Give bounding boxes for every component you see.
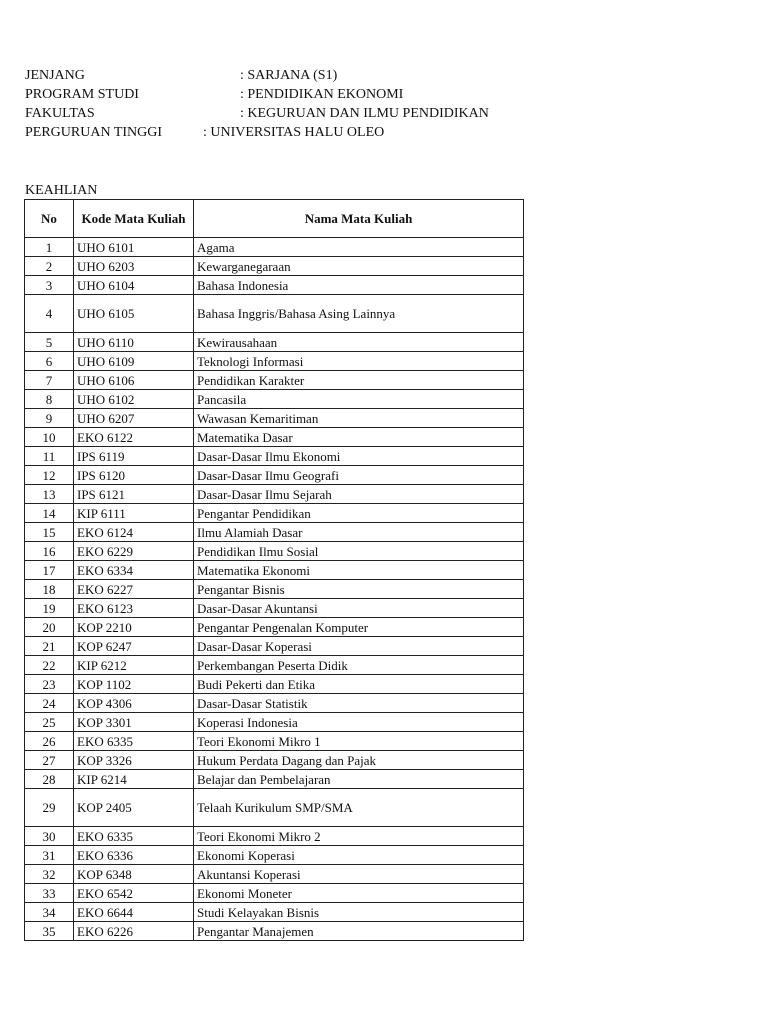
table-row [25, 922, 524, 941]
table-row [25, 580, 524, 599]
table-row [25, 276, 524, 295]
cell-course-code: KIP 6214 [74, 770, 194, 789]
cell-course-name: Wawasan Kemaritiman [194, 409, 524, 428]
cell-course-name: Kewirausahaan [194, 333, 524, 352]
cell-no: 18 [25, 580, 74, 599]
cell-course-name: Pengantar Pengenalan Komputer [194, 618, 524, 637]
cell-course-name: Matematika Dasar [194, 428, 524, 447]
table-row [25, 333, 524, 352]
table-row [25, 751, 524, 770]
cell-course-code: UHO 6110 [74, 333, 194, 352]
table-row [25, 599, 524, 618]
table-row [25, 713, 524, 732]
cell-course-code: EKO 6335 [74, 732, 194, 751]
cell-no: 27 [25, 751, 74, 770]
cell-course-name: Ekonomi Moneter [194, 884, 524, 903]
cell-course-name: Teori Ekonomi Mikro 2 [194, 827, 524, 846]
cell-no: 33 [25, 884, 74, 903]
table-row [25, 694, 524, 713]
header-value: : KEGURUAN DAN ILMU PENDIDIKAN [240, 106, 489, 121]
cell-no: 19 [25, 599, 74, 618]
cell-no: 34 [25, 903, 74, 922]
cell-course-code: KOP 6348 [74, 865, 194, 884]
cell-course-code: EKO 6123 [74, 599, 194, 618]
cell-no: 13 [25, 485, 74, 504]
cell-course-code: EKO 6229 [74, 542, 194, 561]
cell-no: 14 [25, 504, 74, 523]
table-row [25, 409, 524, 428]
cell-no: 21 [25, 637, 74, 656]
table-row [25, 542, 524, 561]
table-row [25, 238, 524, 257]
cell-no: 5 [25, 333, 74, 352]
table-row [25, 770, 524, 789]
cell-no: 26 [25, 732, 74, 751]
cell-course-code: KOP 3326 [74, 751, 194, 770]
cell-course-name: Perkembangan Peserta Didik [194, 656, 524, 675]
table-row [25, 295, 524, 333]
cell-no: 17 [25, 561, 74, 580]
cell-course-code: UHO 6203 [74, 257, 194, 276]
cell-course-code: EKO 6334 [74, 561, 194, 580]
table-row [25, 865, 524, 884]
table-row [25, 485, 524, 504]
cell-course-name: Dasar-Dasar Ilmu Ekonomi [194, 447, 524, 466]
cell-no: 16 [25, 542, 74, 561]
header-value: : PENDIDIKAN EKONOMI [240, 87, 404, 102]
cell-course-name: Kewarganegaraan [194, 257, 524, 276]
cell-course-name: Budi Pekerti dan Etika [194, 675, 524, 694]
cell-course-name: Dasar-Dasar Ilmu Geografi [194, 466, 524, 485]
cell-course-code: UHO 6101 [74, 238, 194, 257]
cell-no: 10 [25, 428, 74, 447]
cell-course-name: Pengantar Pendidikan [194, 504, 524, 523]
cell-no: 8 [25, 390, 74, 409]
cell-course-name: Ekonomi Koperasi [194, 846, 524, 865]
cell-course-name: Pengantar Manajemen [194, 922, 524, 941]
table-row [25, 903, 524, 922]
course-table [24, 199, 524, 941]
cell-no: 7 [25, 371, 74, 390]
table-row [25, 846, 524, 865]
cell-course-name: Dasar-Dasar Statistik [194, 694, 524, 713]
cell-course-name: Teori Ekonomi Mikro 1 [194, 732, 524, 751]
table-row [25, 523, 524, 542]
cell-course-code: KOP 6247 [74, 637, 194, 656]
cell-no: 12 [25, 466, 74, 485]
cell-course-name: Bahasa Indonesia [194, 276, 524, 295]
cell-course-code: UHO 6207 [74, 409, 194, 428]
cell-no: 9 [25, 409, 74, 428]
cell-course-code: EKO 6124 [74, 523, 194, 542]
table-row [25, 257, 524, 276]
cell-no: 31 [25, 846, 74, 865]
table-row [25, 789, 524, 827]
cell-course-code: IPS 6121 [74, 485, 194, 504]
column-header-kode: Kode Mata Kuliah [74, 200, 194, 238]
header-value: : UNIVERSITAS HALU OLEO [203, 125, 385, 140]
cell-course-name: Pancasila [194, 390, 524, 409]
cell-no: 2 [25, 257, 74, 276]
cell-course-name: Hukum Perdata Dagang dan Pajak [194, 751, 524, 770]
cell-course-code: UHO 6106 [74, 371, 194, 390]
table-header-row [25, 200, 524, 238]
cell-course-code: KOP 3301 [74, 713, 194, 732]
table-row [25, 618, 524, 637]
cell-course-name: Matematika Ekonomi [194, 561, 524, 580]
cell-no: 29 [25, 789, 74, 827]
cell-course-name: Pendidikan Karakter [194, 371, 524, 390]
course-table-body [25, 238, 524, 941]
cell-course-code: KOP 2405 [74, 789, 194, 827]
cell-no: 35 [25, 922, 74, 941]
cell-no: 11 [25, 447, 74, 466]
cell-no: 15 [25, 523, 74, 542]
table-row [25, 561, 524, 580]
cell-course-code: EKO 6122 [74, 428, 194, 447]
header-label: FAKULTAS [25, 106, 95, 121]
cell-course-code: UHO 6102 [74, 390, 194, 409]
cell-course-code: EKO 6227 [74, 580, 194, 599]
cell-course-code: KOP 4306 [74, 694, 194, 713]
table-row [25, 466, 524, 485]
cell-no: 32 [25, 865, 74, 884]
column-header-no: No [25, 200, 74, 238]
cell-course-name: Dasar-Dasar Akuntansi [194, 599, 524, 618]
header-label: JENJANG [25, 68, 85, 83]
section-label-keahlian: KEAHLIAN [25, 183, 98, 198]
cell-course-name: Dasar-Dasar Ilmu Sejarah [194, 485, 524, 504]
table-row [25, 637, 524, 656]
table-row [25, 675, 524, 694]
table-row [25, 732, 524, 751]
cell-course-code: IPS 6120 [74, 466, 194, 485]
cell-course-code: IPS 6119 [74, 447, 194, 466]
cell-course-code: UHO 6109 [74, 352, 194, 371]
cell-course-name: Bahasa Inggris/Bahasa Asing Lainnya [194, 295, 524, 333]
cell-no: 3 [25, 276, 74, 295]
cell-course-code: EKO 6644 [74, 903, 194, 922]
cell-course-code: EKO 6542 [74, 884, 194, 903]
column-header-nama: Nama Mata Kuliah [194, 200, 524, 238]
cell-course-code: KOP 2210 [74, 618, 194, 637]
cell-course-name: Teknologi Informasi [194, 352, 524, 371]
cell-course-code: UHO 6104 [74, 276, 194, 295]
cell-no: 4 [25, 295, 74, 333]
header-label: PERGURUAN TINGGI [25, 125, 163, 140]
cell-no: 24 [25, 694, 74, 713]
cell-course-code: KIP 6212 [74, 656, 194, 675]
cell-no: 28 [25, 770, 74, 789]
table-row [25, 428, 524, 447]
cell-course-code: UHO 6105 [74, 295, 194, 333]
cell-course-code: KIP 6111 [74, 504, 194, 523]
cell-course-code: KOP 1102 [74, 675, 194, 694]
table-row [25, 352, 524, 371]
cell-no: 25 [25, 713, 74, 732]
cell-no: 1 [25, 238, 74, 257]
cell-course-name: Studi Kelayakan Bisnis [194, 903, 524, 922]
header-label: PROGRAM STUDI [25, 87, 139, 102]
table-row [25, 884, 524, 903]
cell-no: 22 [25, 656, 74, 675]
table-row [25, 371, 524, 390]
cell-course-code: EKO 6335 [74, 827, 194, 846]
cell-no: 23 [25, 675, 74, 694]
cell-course-name: Akuntansi Koperasi [194, 865, 524, 884]
cell-course-name: Pengantar Bisnis [194, 580, 524, 599]
header-value: : SARJANA (S1) [240, 68, 338, 83]
cell-course-name: Telaah Kurikulum SMP/SMA [194, 789, 524, 827]
cell-course-name: Pendidikan Ilmu Sosial [194, 542, 524, 561]
cell-course-code: EKO 6226 [74, 922, 194, 941]
table-row [25, 390, 524, 409]
cell-course-name: Belajar dan Pembelajaran [194, 770, 524, 789]
table-row [25, 504, 524, 523]
cell-no: 20 [25, 618, 74, 637]
cell-course-name: Agama [194, 238, 524, 257]
cell-course-code: EKO 6336 [74, 846, 194, 865]
table-row [25, 656, 524, 675]
cell-course-name: Dasar-Dasar Koperasi [194, 637, 524, 656]
cell-course-name: Ilmu Alamiah Dasar [194, 523, 524, 542]
cell-no: 6 [25, 352, 74, 371]
table-row [25, 447, 524, 466]
cell-no: 30 [25, 827, 74, 846]
cell-course-name: Koperasi Indonesia [194, 713, 524, 732]
table-row [25, 827, 524, 846]
